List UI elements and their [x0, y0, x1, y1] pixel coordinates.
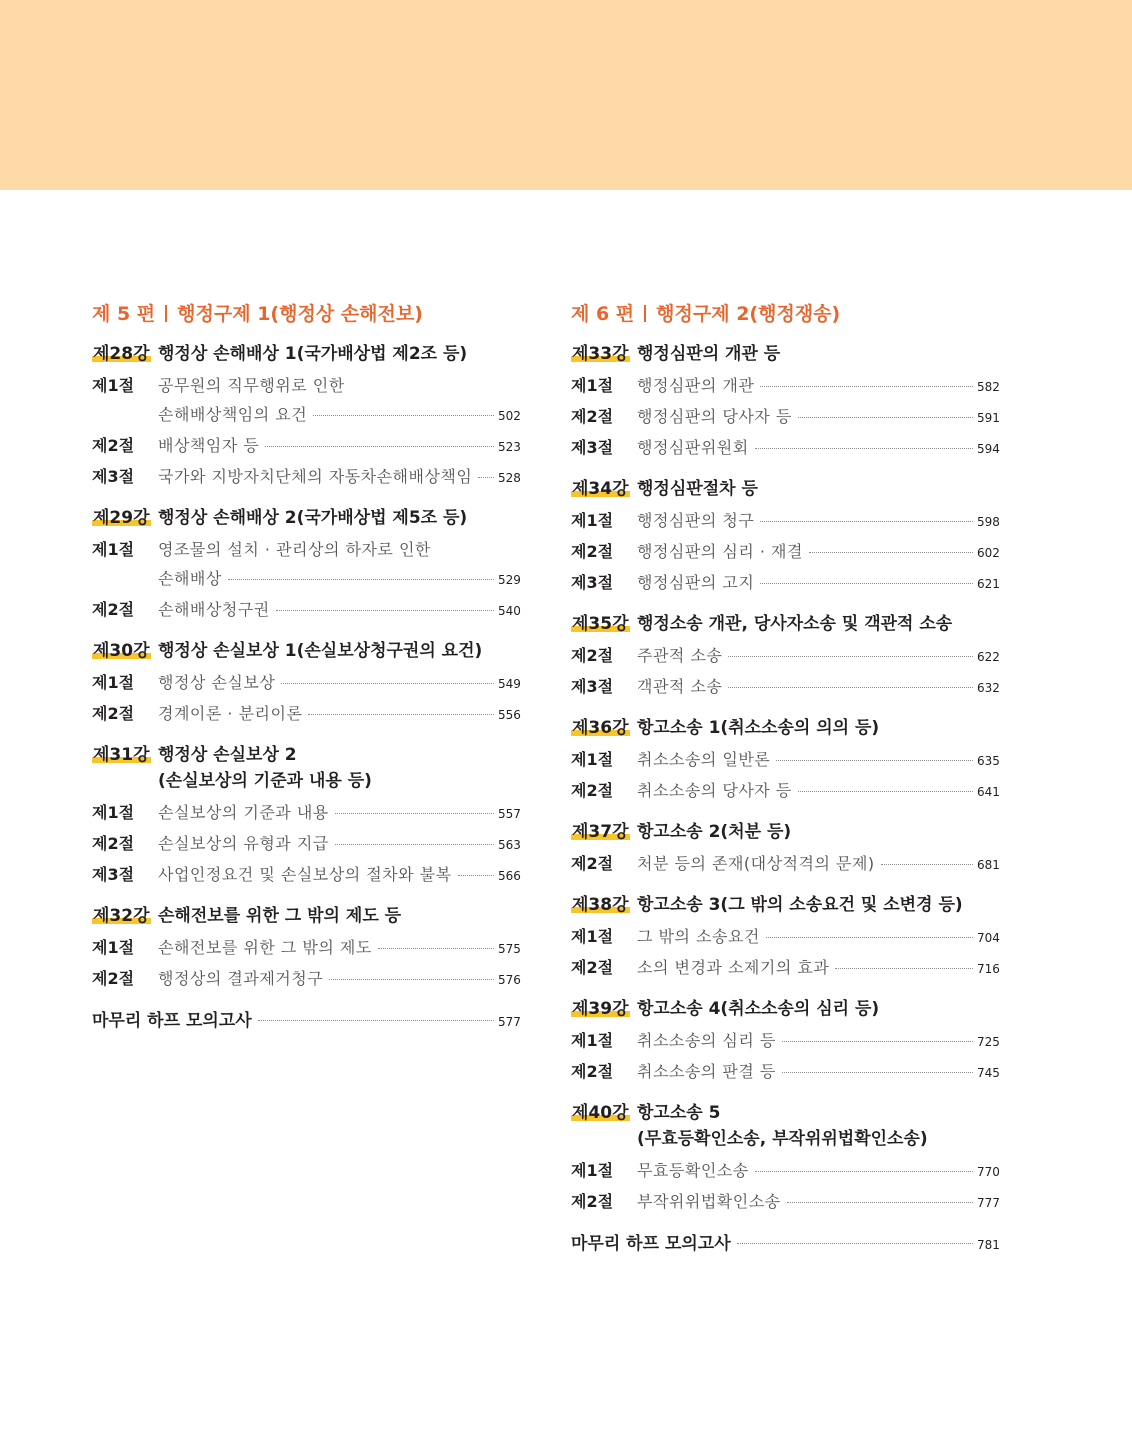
dot-leader	[776, 760, 973, 761]
page-number: 704	[977, 931, 1000, 945]
section-title: 그 밖의 소송요건	[637, 927, 760, 946]
section-row[interactable]	[92, 829, 520, 860]
section-title: 행정심판의 당사자 등	[637, 407, 792, 426]
section-title: 취소소송의 심리 등	[637, 1031, 776, 1050]
section-row[interactable]	[92, 964, 520, 995]
lecture-title	[158, 341, 520, 367]
lecture-number-text: 제33강	[572, 344, 629, 364]
section-number: 제1절	[92, 376, 135, 395]
section-line	[637, 849, 999, 880]
section-row[interactable]	[571, 745, 999, 776]
lecture-number-text: 제40강	[572, 1103, 629, 1123]
lecture-title	[637, 476, 999, 502]
section-number: 제3절	[571, 438, 614, 457]
section-row[interactable]	[571, 849, 999, 880]
section-line	[158, 371, 520, 400]
dot-leader	[265, 446, 494, 447]
lecture-number-text: 제37강	[572, 822, 629, 842]
dot-leader	[787, 1202, 973, 1203]
dot-leader	[228, 579, 494, 580]
lecture-number	[571, 892, 637, 918]
section-row[interactable]	[92, 535, 520, 595]
section-body	[637, 776, 999, 807]
lecture-title	[637, 715, 999, 741]
section-title: 손해전보를 위한 그 밖의 제도	[158, 938, 372, 957]
lecture-heading	[92, 505, 520, 531]
section-row[interactable]	[571, 433, 999, 464]
section-row[interactable]	[92, 431, 520, 462]
section-title: 처분 등의 존재(대상적격의 문제)	[637, 854, 875, 873]
final-exam-title: 마무리 하프 모의고사	[571, 1234, 731, 1254]
dot-leader	[755, 448, 973, 449]
section-row[interactable]	[571, 1187, 999, 1218]
page-number: 557	[498, 807, 521, 821]
section-number: 제2절	[92, 704, 135, 723]
section-title: 행정상의 결과제거청구	[158, 969, 324, 988]
section-title: 객관적 소송	[637, 677, 723, 696]
section-title: 경계이론 · 분리이론	[158, 704, 303, 723]
dot-leader	[737, 1243, 973, 1244]
section-number: 제2절	[571, 1192, 614, 1211]
section-title: 손해배상	[158, 569, 222, 588]
section-row[interactable]	[92, 860, 520, 891]
section-line	[637, 568, 999, 599]
final-exam-title: 마무리 하프 모의고사	[92, 1011, 252, 1031]
section-line	[637, 371, 999, 402]
section-line	[158, 860, 520, 891]
section-body	[158, 431, 520, 462]
section-body	[637, 745, 999, 776]
lecture-number-text: 제30강	[93, 641, 150, 661]
section-title: 무효등확인소송	[637, 1161, 749, 1180]
lecture-title	[158, 903, 520, 929]
section-title: 손해배상책임의 요건	[158, 405, 308, 424]
page-number: 632	[977, 681, 1000, 695]
section-line	[637, 433, 999, 464]
section-line	[158, 400, 520, 431]
dot-leader	[335, 844, 494, 845]
dot-leader	[281, 683, 494, 684]
section-title: 행정심판의 청구	[637, 511, 755, 530]
section-row[interactable]	[571, 371, 999, 402]
lecture-number-text: 제35강	[572, 614, 629, 634]
section-number: 제2절	[571, 542, 614, 561]
dot-leader	[782, 1072, 973, 1073]
section-body	[158, 668, 520, 699]
dot-leader	[313, 415, 494, 416]
part-number: 제 5 편	[92, 303, 156, 325]
section-line	[637, 672, 999, 703]
section-line	[637, 1057, 999, 1088]
section-number: 제2절	[92, 436, 135, 455]
section-body	[637, 922, 999, 953]
section-line	[158, 668, 520, 699]
section-body	[637, 537, 999, 568]
dot-leader	[798, 791, 973, 792]
lecture-title-line: 항고소송 2(처분 등)	[637, 822, 792, 842]
lecture-title-line: 행정상 손해배상 2(국가배상법 제5조 등)	[158, 508, 468, 528]
section-line	[637, 402, 999, 433]
section-row[interactable]	[571, 402, 999, 433]
page-number: 549	[498, 677, 521, 691]
page-number: 556	[498, 708, 521, 722]
section-body	[637, 568, 999, 599]
lecture-heading	[92, 903, 520, 929]
lecture-number	[571, 819, 637, 845]
page-number: 716	[977, 962, 1000, 976]
section-body	[637, 1187, 999, 1218]
lecture-heading	[92, 742, 520, 794]
page-number: 566	[498, 869, 521, 883]
page-number: 594	[977, 442, 1000, 456]
dot-leader	[478, 477, 494, 478]
lecture-title-line: 항고소송 1(취소소송의 의의 등)	[637, 718, 880, 738]
section-line	[158, 964, 520, 995]
section-body	[158, 933, 520, 964]
section-title: 영조물의 설치 · 관리상의 하자로 인한	[158, 540, 431, 559]
section-number: 제2절	[92, 834, 135, 853]
section-title: 사업인정요건 및 손실보상의 절차와 불복	[158, 865, 452, 884]
section-row[interactable]	[571, 953, 999, 984]
lecture-title	[637, 819, 999, 845]
section-number: 제3절	[92, 467, 135, 486]
section-row[interactable]	[571, 568, 999, 599]
section-row[interactable]	[571, 537, 999, 568]
section-body	[637, 433, 999, 464]
section-number: 제2절	[571, 958, 614, 977]
page-number: 781	[977, 1238, 1000, 1252]
lecture-title-line: (손실보상의 기준과 내용 등)	[158, 771, 372, 791]
lecture-number-text: 제39강	[572, 999, 629, 1019]
section-title: 행정심판의 심리 · 재결	[637, 542, 803, 561]
dot-leader	[378, 948, 494, 949]
section-body	[158, 535, 520, 595]
lecture-heading	[571, 892, 999, 918]
page-number: 577	[498, 1015, 521, 1029]
section-line	[637, 922, 999, 953]
page-number: 745	[977, 1066, 1000, 1080]
lecture-number	[92, 742, 158, 794]
section-body	[158, 964, 520, 995]
section-body	[158, 829, 520, 860]
section-number: 제1절	[571, 1161, 614, 1180]
lecture-number	[571, 996, 637, 1022]
lecture-heading	[92, 341, 520, 367]
section-title: 주관적 소송	[637, 646, 723, 665]
section-number: 제3절	[92, 865, 135, 884]
section-line	[158, 431, 520, 462]
lecture-number	[571, 611, 637, 637]
dot-leader	[728, 656, 973, 657]
lecture-title	[637, 892, 999, 918]
lecture-number-text: 제29강	[93, 508, 150, 528]
section-row[interactable]	[571, 922, 999, 953]
lecture-title-line: (무효등확인소송, 부작위위법확인소송)	[637, 1129, 928, 1149]
section-title: 행정심판의 고지	[637, 573, 755, 592]
page-number: 540	[498, 604, 521, 618]
section-row[interactable]	[571, 506, 999, 537]
section-row[interactable]	[571, 1156, 999, 1187]
section-body	[637, 1026, 999, 1057]
lecture-title-line: 손해전보를 위한 그 밖의 제도 등	[158, 906, 402, 926]
section-row[interactable]	[571, 1057, 999, 1088]
lecture-title-line: 행정소송 개관, 당사자소송 및 객관적 소송	[637, 614, 953, 634]
section-row[interactable]	[92, 371, 520, 431]
section-body	[637, 1156, 999, 1187]
section-line	[637, 776, 999, 807]
section-number: 제1절	[571, 376, 614, 395]
section-line	[637, 506, 999, 537]
section-body	[637, 953, 999, 984]
lecture-number-text: 제36강	[572, 718, 629, 738]
lecture-number	[92, 341, 158, 367]
page-number: 621	[977, 577, 1000, 591]
section-line	[158, 933, 520, 964]
page-number: 528	[498, 471, 521, 485]
lecture-title	[158, 742, 520, 794]
dot-leader	[308, 714, 494, 715]
section-number: 제1절	[571, 511, 614, 530]
section-title: 취소소송의 당사자 등	[637, 781, 792, 800]
lecture-number	[571, 715, 637, 741]
lecture-title-line: 항고소송 4(취소소송의 심리 등)	[637, 999, 880, 1019]
section-row[interactable]	[92, 462, 520, 493]
section-title: 손실보상의 기준과 내용	[158, 803, 329, 822]
page-number: 502	[498, 409, 521, 423]
section-title: 손해배상청구권	[158, 600, 270, 619]
section-number: 제2절	[92, 969, 135, 988]
dot-leader	[755, 1171, 973, 1172]
dot-leader	[335, 813, 494, 814]
section-body	[637, 402, 999, 433]
section-row[interactable]	[571, 776, 999, 807]
section-row[interactable]	[571, 672, 999, 703]
page-number: 575	[498, 942, 521, 956]
final-exam-row[interactable]	[571, 1230, 999, 1259]
lecture-title	[158, 638, 520, 664]
section-body	[158, 860, 520, 891]
lecture-heading	[571, 715, 999, 741]
lecture-number	[571, 1100, 637, 1152]
toc-column-left	[92, 299, 520, 1036]
lecture-number-text: 제38강	[572, 895, 629, 915]
section-title: 소의 변경과 소제기의 효과	[637, 958, 830, 977]
header-band	[0, 0, 1132, 190]
part-title: 행정구제 1(행정상 손해전보)	[177, 303, 423, 325]
section-number: 제3절	[571, 573, 614, 592]
toc-column-right	[571, 299, 999, 1259]
lecture-number-text: 제28강	[93, 344, 150, 364]
section-number: 제1절	[92, 938, 135, 957]
section-title: 행정심판위원회	[637, 438, 749, 457]
section-title: 공무원의 직무행위로 인한	[158, 376, 345, 395]
section-line	[158, 535, 520, 564]
page-number: 591	[977, 411, 1000, 425]
page-number: 602	[977, 546, 1000, 560]
section-title: 국가와 지방자치단체의 자동차손해배상책임	[158, 467, 473, 486]
section-line	[158, 564, 520, 595]
section-number: 제3절	[571, 677, 614, 696]
page-number: 622	[977, 650, 1000, 664]
lecture-number-text: 제32강	[93, 906, 150, 926]
dot-leader	[760, 521, 973, 522]
section-line	[158, 829, 520, 860]
part-number: 제 6 편	[571, 303, 635, 325]
section-row[interactable]	[571, 641, 999, 672]
section-title: 행정상 손실보상	[158, 673, 276, 692]
section-row[interactable]	[92, 595, 520, 626]
lecture-title	[637, 1100, 999, 1152]
section-line	[637, 953, 999, 984]
section-body	[637, 641, 999, 672]
section-row[interactable]	[92, 668, 520, 699]
dot-leader	[766, 937, 973, 938]
section-line	[637, 537, 999, 568]
section-row[interactable]	[92, 798, 520, 829]
section-body	[637, 849, 999, 880]
page-number: 529	[498, 573, 521, 587]
dot-leader	[728, 687, 973, 688]
section-body	[637, 672, 999, 703]
section-number: 제2절	[92, 600, 135, 619]
section-number: 제1절	[571, 1031, 614, 1050]
section-body	[158, 595, 520, 626]
page-number: 598	[977, 515, 1000, 529]
part-title: 행정구제 2(행정쟁송)	[656, 303, 841, 325]
page-number: 725	[977, 1035, 1000, 1049]
lecture-number	[92, 505, 158, 531]
section-number: 제1절	[571, 750, 614, 769]
page-number: 563	[498, 838, 521, 852]
dot-leader	[809, 552, 973, 553]
lecture-title-line: 행정상 손해배상 1(국가배상법 제2조 등)	[158, 344, 468, 364]
lecture-number	[92, 638, 158, 664]
dot-leader	[329, 979, 494, 980]
lecture-heading	[571, 996, 999, 1022]
section-line	[158, 595, 520, 626]
lecture-heading	[571, 819, 999, 845]
section-line	[158, 798, 520, 829]
section-row[interactable]	[92, 699, 520, 730]
section-number: 제2절	[571, 781, 614, 800]
lecture-number-text: 제34강	[572, 479, 629, 499]
page-number: 523	[498, 440, 521, 454]
section-body	[637, 371, 999, 402]
section-line	[637, 1026, 999, 1057]
section-title: 취소소송의 판결 등	[637, 1062, 776, 1081]
page-number: 681	[977, 858, 1000, 872]
section-body	[637, 1057, 999, 1088]
dot-leader	[760, 583, 973, 584]
lecture-title-line: 행정심판절차 등	[637, 479, 758, 499]
section-body	[637, 506, 999, 537]
page-number: 641	[977, 785, 1000, 799]
section-body	[158, 371, 520, 431]
lecture-number	[571, 341, 637, 367]
section-line	[637, 1187, 999, 1218]
section-title: 손실보상의 유형과 지급	[158, 834, 329, 853]
lecture-heading	[571, 611, 999, 637]
final-exam-row[interactable]	[92, 1007, 520, 1036]
lecture-heading	[92, 638, 520, 664]
lecture-title-line: 행정상 손실보상 2	[158, 745, 297, 765]
section-line	[637, 641, 999, 672]
lecture-heading	[571, 476, 999, 502]
section-line	[158, 699, 520, 730]
dot-leader	[782, 1041, 973, 1042]
lecture-title	[158, 505, 520, 531]
lecture-title-line: 항고소송 3(그 밖의 소송요건 및 소변경 등)	[637, 895, 963, 915]
section-row[interactable]	[92, 933, 520, 964]
section-number: 제2절	[571, 646, 614, 665]
lecture-number	[92, 903, 158, 929]
section-line	[637, 1156, 999, 1187]
section-title: 행정심판의 개관	[637, 376, 755, 395]
lecture-title-line: 행정심판의 개관 등	[637, 344, 781, 364]
part-divider	[165, 305, 167, 322]
lecture-heading	[571, 1100, 999, 1152]
dot-leader	[881, 864, 973, 865]
lecture-title	[637, 341, 999, 367]
section-number: 제1절	[92, 803, 135, 822]
dot-leader	[760, 386, 973, 387]
page-number: 635	[977, 754, 1000, 768]
section-line	[158, 462, 520, 493]
part-heading	[92, 299, 520, 329]
lecture-heading	[571, 341, 999, 367]
section-row[interactable]	[571, 1026, 999, 1057]
lecture-title-line: 행정상 손실보상 1(손실보상청구권의 요건)	[158, 641, 483, 661]
section-number: 제2절	[571, 854, 614, 873]
section-title: 취소소송의 일반론	[637, 750, 771, 769]
section-line	[637, 745, 999, 776]
page-number: 770	[977, 1165, 1000, 1179]
section-body	[158, 798, 520, 829]
page-number: 576	[498, 973, 521, 987]
section-number: 제2절	[571, 407, 614, 426]
section-number: 제1절	[92, 540, 135, 559]
lecture-title	[637, 996, 999, 1022]
lecture-number-text: 제31강	[93, 745, 150, 765]
part-heading	[571, 299, 999, 329]
page-number: 582	[977, 380, 1000, 394]
page-number: 777	[977, 1196, 1000, 1210]
section-number: 제2절	[571, 1062, 614, 1081]
lecture-title	[637, 611, 999, 637]
dot-leader	[276, 610, 494, 611]
lecture-title-line: 항고소송 5	[637, 1103, 721, 1123]
section-body	[158, 462, 520, 493]
dot-leader	[798, 417, 973, 418]
section-number: 제1절	[92, 673, 135, 692]
lecture-number	[571, 476, 637, 502]
section-title: 부작위위법확인소송	[637, 1192, 781, 1211]
dot-leader	[835, 968, 973, 969]
section-title: 배상책임자 등	[158, 436, 260, 455]
section-number: 제1절	[571, 927, 614, 946]
dot-leader	[258, 1020, 494, 1021]
dot-leader	[458, 875, 494, 876]
part-divider	[644, 305, 646, 322]
section-body	[158, 699, 520, 730]
